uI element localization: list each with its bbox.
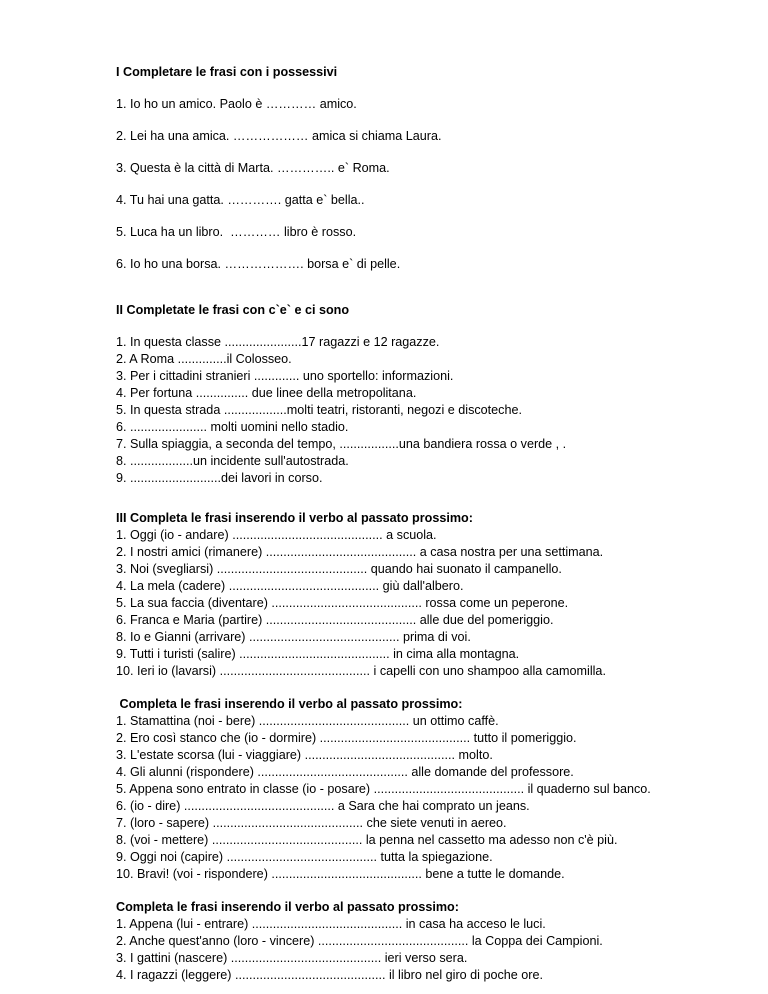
- exercise-line: 5. La sua faccia (diventare) ........................................... rossa come un peperone.: [116, 596, 569, 610]
- exercise-line: 4. Tu hai una gatta. …………. gatta e` bella..: [116, 193, 365, 207]
- section-title: Completa le frasi inserendo il verbo al passato prossimo:: [116, 900, 459, 914]
- exercise-line: 3. L'estate scorsa (lui - viaggiare) ........................................... molto.: [116, 748, 493, 762]
- exercise-line: 7. (loro - sapere) ........................................... che siete venuti in aereo.: [116, 816, 507, 830]
- exercise-line: 3. Noi (svegliarsi) ........................................... quando hai suonato il campanello.: [116, 562, 562, 576]
- exercise-line: 4. Gli alunni (rispondere) ........................................... alle domande del professore.: [116, 765, 574, 779]
- document-page: [116, 64, 756, 984]
- exercise-line: 1. Io ho un amico. Paolo è ………… amico.: [116, 97, 357, 111]
- exercise-line: 2. Ero così stanco che (io - dormire) ........................................... tutto il pomeriggio.: [116, 731, 577, 745]
- section-title: II Completate le frasi con c`e` e ci sono: [116, 303, 350, 317]
- exercise-line: 9. Tutti i turisti (salire) ........................................... in cima alla montagna.: [116, 647, 520, 661]
- exercise-line: 1. Appena (lui - entrare) ........................................... in casa ha acceso le luci.: [116, 917, 546, 931]
- exercise-line: 4. Per fortuna ............... due linee della metropolitana.: [116, 386, 417, 400]
- exercise-line: 3. Questa è la città di Marta. ………….. e` Roma.: [116, 161, 390, 175]
- exercise-line: 8. (voi - mettere) ........................................... la penna nel cassetto ma adesso non c'è più.: [116, 833, 618, 847]
- exercise-line: 3. Per i cittadini stranieri ............. uno sportello: informazioni.: [116, 369, 454, 383]
- exercise-line: 2. A Roma ..............il Colosseo.: [116, 352, 292, 366]
- exercise-line: 6. ...................... molti uomini nello stadio.: [116, 420, 349, 434]
- section-passato-prossimo-3: [116, 899, 756, 984]
- exercise-line: 9. Oggi noi (capire) ........................................... tutta la spiegazione.: [116, 850, 493, 864]
- exercise-line: 4. I ragazzi (leggere) ........................................... il libro nel giro di poche ore.: [116, 968, 543, 982]
- exercise-line: 3. I gattini (nascere) ........................................... ieri verso sera.: [116, 951, 468, 965]
- exercise-line: 6. (io - dire) ........................................... a Sara che hai comprato un jeans.: [116, 799, 530, 813]
- exercise-line: 8. ..................un incidente sull'autostrada.: [116, 454, 349, 468]
- exercise-line: 1. Oggi (io - andare) ........................................... a scuola.: [116, 528, 437, 542]
- section-passato-prossimo-2: [116, 696, 756, 883]
- exercise-line: 9. ..........................dei lavori in corso.: [116, 471, 323, 485]
- exercise-line: 2. Lei ha una amica. ……………… amica si chiama Laura.: [116, 129, 442, 143]
- exercise-line: 2. I nostri amici (rimanere) ........................................... a casa nostra per una settimana.: [116, 545, 604, 559]
- exercise-line: 5. Luca ha un libro. ………… libro è rosso.: [116, 225, 357, 239]
- section-passato-prossimo-1: [116, 510, 756, 680]
- exercise-line: 1. In questa classe ......................17 ragazzi e 12 ragazze.: [116, 335, 440, 349]
- exercise-line: 1. Stamattina (noi - bere) ........................................... un ottimo caffè.: [116, 714, 499, 728]
- exercise-line: 6. Franca e Maria (partire) ........................................... alle due del pomeriggio.: [116, 613, 554, 627]
- section-possessives: [116, 64, 756, 273]
- section-title: I Completare le frasi con i possessivi: [116, 65, 338, 79]
- exercise-line: 5. Appena sono entrato in classe (io - posare) ........................................... il quaderno sul banco.: [116, 782, 651, 796]
- exercise-line: 10. Ieri io (lavarsi) ........................................... i capelli con uno shampoo alla camomilla.: [116, 664, 606, 678]
- section-title: III Completa le frasi inserendo il verbo al passato prossimo:: [116, 511, 473, 525]
- exercise-line: 7. Sulla spiaggia, a seconda del tempo, .................una bandiera rossa o verde , .: [116, 437, 567, 451]
- exercise-line: 8. Io e Gianni (arrivare) ........................................... prima di voi.: [116, 630, 471, 644]
- exercise-line: 2. Anche quest'anno (loro - vincere) ........................................... la Coppa dei Campioni.: [116, 934, 603, 948]
- section-title: Completa le frasi inserendo il verbo al passato prossimo:: [116, 697, 463, 711]
- exercise-line: 6. Io ho una borsa. ………………. borsa e` di pelle.: [116, 257, 401, 271]
- exercise-line: 4. La mela (cadere) ........................................... giù dall'albero.: [116, 579, 464, 593]
- exercise-line: 5. In questa strada ..................molti teatri, ristoranti, negozi e discoteche.: [116, 403, 522, 417]
- section-ce-ci-sono: [116, 302, 756, 487]
- exercise-line: 10. Bravi! (voi - rispondere) ........................................... bene a tutte le domande.: [116, 867, 565, 881]
